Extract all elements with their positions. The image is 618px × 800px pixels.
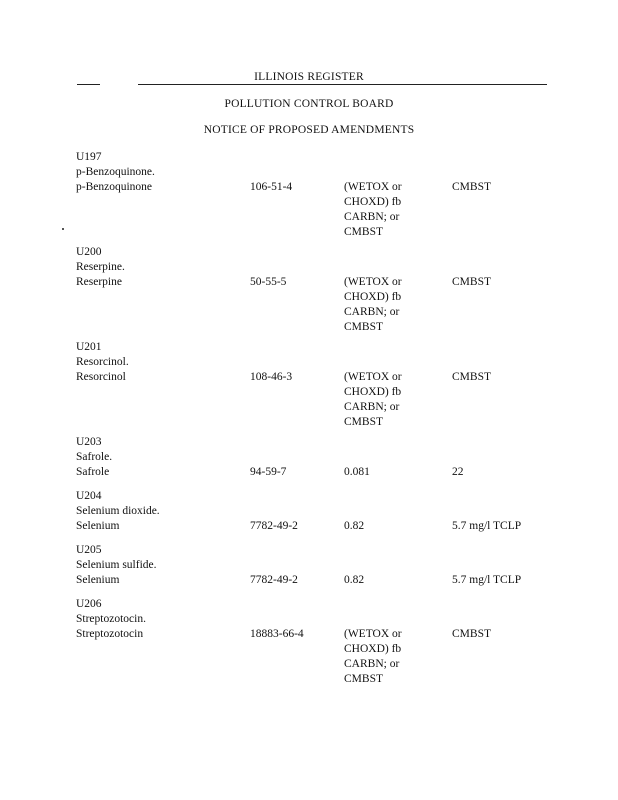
waste-entry-u201	[76, 340, 556, 428]
waste-description: Selenium sulfide.	[76, 559, 157, 571]
nonwastewater-standard: CMBST	[452, 276, 491, 288]
constituent-name: Streptozotocin	[76, 628, 144, 640]
scan-speck	[62, 228, 64, 230]
wastewater-standard	[344, 275, 434, 335]
wastewater-line: CMBST	[344, 416, 383, 428]
constituent-row	[76, 275, 556, 333]
waste-code: U204	[76, 490, 102, 502]
nonwastewater-standard: CMBST	[452, 371, 491, 383]
wastewater-standard	[344, 519, 434, 534]
header-rule	[77, 84, 547, 85]
cas-number: 94-59-7	[250, 466, 287, 478]
cas-number: 106-51-4	[250, 181, 293, 193]
constituent-name: Selenium	[76, 520, 120, 532]
wastewater-line: CHOXD) fb	[344, 291, 402, 303]
waste-code: U205	[76, 544, 102, 556]
waste-description: Safrole.	[76, 451, 113, 463]
wastewater-standard	[344, 573, 434, 588]
wastewater-standard	[344, 627, 434, 687]
cas-number: 7782-49-2	[250, 574, 298, 586]
waste-description: Resorcinol.	[76, 356, 129, 368]
wastewater-standard	[344, 180, 434, 240]
wastewater-line: 0.82	[344, 520, 365, 532]
nonwastewater-standard: 5.7 mg/l TCLP	[452, 520, 522, 532]
waste-entry-u203	[76, 435, 556, 480]
constituent-row	[76, 180, 556, 238]
waste-code: U206	[76, 598, 102, 610]
constituent-row	[76, 519, 556, 534]
wastewater-line: CHOXD) fb	[344, 643, 402, 655]
constituent-name: p-Benzoquinone	[76, 181, 153, 193]
waste-description: Selenium dioxide.	[76, 505, 160, 517]
constituent-row	[76, 465, 556, 480]
wastewater-line: CARBN; or	[344, 401, 400, 413]
cas-number: 18883-66-4	[250, 628, 304, 640]
cas-number: 50-55-5	[250, 276, 287, 288]
waste-code: U197	[76, 151, 102, 163]
waste-entry-u205	[76, 543, 556, 588]
constituent-name: Safrole	[76, 466, 110, 478]
nonwastewater-standard: CMBST	[452, 628, 491, 640]
waste-entry-u197	[76, 150, 556, 238]
waste-description: Reserpine.	[76, 261, 125, 273]
constituent-row	[76, 627, 556, 685]
constituent-name: Resorcinol	[76, 371, 126, 383]
waste-description: Streptozotocin.	[76, 613, 146, 625]
wastewater-line: CHOXD) fb	[344, 386, 402, 398]
waste-entry-u206	[76, 597, 556, 685]
constituent-row	[76, 370, 556, 428]
nonwastewater-standard: CMBST	[452, 181, 491, 193]
waste-entry-u204	[76, 489, 556, 534]
wastewater-line: (WETOX or	[344, 181, 402, 193]
wastewater-standard	[344, 370, 434, 430]
waste-code: U201	[76, 341, 102, 353]
cas-number: 7782-49-2	[250, 520, 298, 532]
wastewater-line: CMBST	[344, 321, 383, 333]
wastewater-line: (WETOX or	[344, 371, 402, 383]
constituent-name: Selenium	[76, 574, 120, 586]
waste-code: U203	[76, 436, 102, 448]
wastewater-line: CARBN; or	[344, 658, 400, 670]
notice-title: NOTICE OF PROPOSED AMENDMENTS	[203, 124, 415, 136]
waste-description: p-Benzoquinone.	[76, 166, 155, 178]
constituent-name: Reserpine	[76, 276, 122, 288]
waste-entry-u200	[76, 245, 556, 333]
wastewater-line: CARBN; or	[344, 306, 400, 318]
waste-code: U200	[76, 246, 102, 258]
board-title: POLLUTION CONTROL BOARD	[224, 98, 394, 110]
register-title: ILLINOIS REGISTER	[254, 71, 364, 83]
cas-number: 108-46-3	[250, 371, 293, 383]
wastewater-line: (WETOX or	[344, 276, 402, 288]
wastewater-line: (WETOX or	[344, 628, 402, 640]
wastewater-standard	[344, 465, 434, 480]
wastewater-line: CARBN; or	[344, 211, 400, 223]
constituent-row	[76, 573, 556, 588]
wastewater-line: CMBST	[344, 673, 383, 685]
wastewater-line: 0.82	[344, 574, 365, 586]
nonwastewater-standard: 22	[452, 466, 464, 478]
header-rule-gap	[100, 82, 138, 86]
wastewater-line: CMBST	[344, 226, 383, 238]
nonwastewater-standard: 5.7 mg/l TCLP	[452, 574, 522, 586]
wastewater-line: 0.081	[344, 466, 370, 478]
wastewater-line: CHOXD) fb	[344, 196, 402, 208]
